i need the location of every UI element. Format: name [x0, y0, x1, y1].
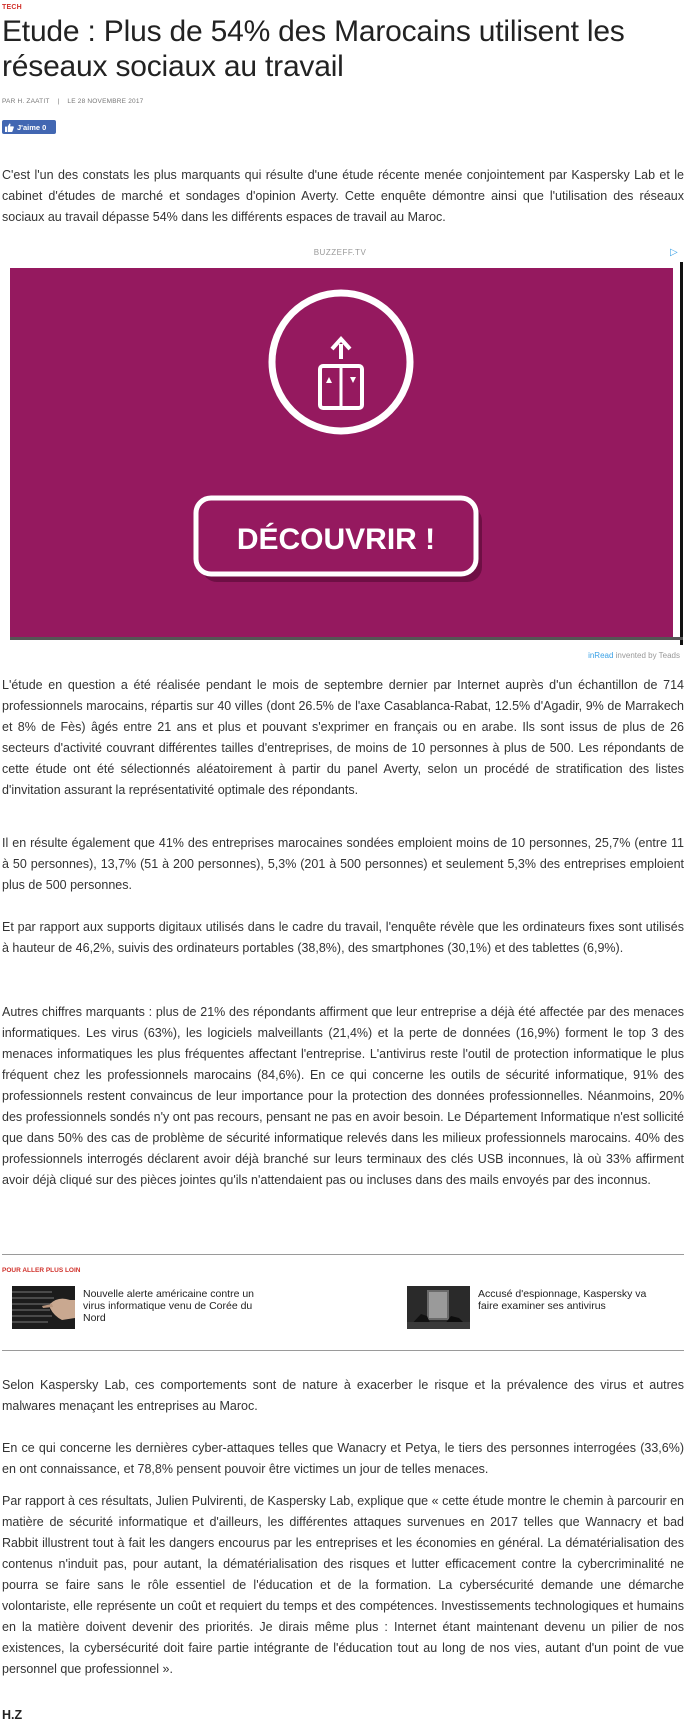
paragraph-1: C'est l'un des constats les plus marquants qui résulte d'une étude récente menée conjointement par Kaspersky Lab et le cabinet d'études de marché et sondages d'opinion Averty. Cette enquête démontre ainsi que l'utilisation des réseaux sociaux au travail dépasse 54% dans les différents espaces de travail au Maroc.	[2, 168, 684, 224]
paragraph-7: En ce qui concerne les dernières cyber-attaques telles que Wanacry et Petya, le tiers des personnes interrogées (33,6%) en ont connaissance, et 78,8% pensent pouvoir être victimes un jour de telles menaces.	[2, 1441, 684, 1476]
paragraph-2: L'étude en question a été réalisée pendant le mois de septembre dernier par Internet auprès d'un échantillon de 714 professionnels marocains, répartis sur 40 villes (dont 26.5% de l'axe Casablanca-Rabat, 12.5% d'Agadir, 9% de Marrakech et 8% de Fès) âgés entre 21 ans et plus et pouvant s'exprimer en français ou en arabe. Ils sont issus de plus de 26 secteurs d'activité couvrant différentes tailles d'entreprises, de moins de 10 personnes à plus de 500. Les répondants de cette étude ont été sélectionnés aléatoirement à partir du panel Averty, selon un procédé de stratification des listes d'invitation assurant la représentativité optimale des répondants.	[2, 678, 684, 797]
paragraph-5: Autres chiffres marquants : plus de 21% des répondants affirment que leur entreprise a déjà été affectée par des menaces informatiques. Les virus (63%), les logiciels malveillants (21,4%) et la perte de données (16,9%) forment le top 3 des menaces informatiques les plus fréquentes affectant l'entreprise. L'antivirus reste l'outil de protection informatique le plus fréquent chez les professionnels marocains (84,6%). En ce qui concerne les outils de sécurité informatique, 91% des professionnels restent convaincus de leur importance pour la protection des données professionnelles. Néanmoins, 20% des professionnels sondés n'y ont pas recours, pensant ne pas en avoir besoin. Le Département Informatique n'est sollicité que dans 50% des cas de problème de sécurité informatique relevés dans les milieux professionnels marocains. 40% des professionnels interrogés déclarent avoir déjà branché sur leurs terminaux des clés USB inconnues, là où 33% affirment avoir déjà cliqué sur des pièces jointes qu'ils n'attendaient pas ou incluses dans des mails envoyés par des inconnus.	[2, 1005, 684, 1187]
paragraph-8: Par rapport à ces résultats, Julien Pulvirenti, de Kaspersky Lab, explique que « cette étude montre le chemin à parcourir en matière de sécurité informatique et d'ailleurs, les différentes attaques survenues en 2017 telles que Wannacry et bad Rabbit illustrent tout à fait les dangers encourus par les entreprises et les économies en général. La dématérialisation des contenus n'induit pas, pour autant, la dématérialisation des risques et lutter efficacement contre la cybercriminalité ne pourra se faire sans le rôle essentiel de l'éducation et de la formation. La cybersécurité demande une démarche volontariste, elle représente un coût et requiert du temps et des compétences. Investissements technologiques et humains en la matière doivent devenir des priorités. Je dirais même plus : Internet étant maintenant devenu un pilier de nos existences, la cybersécurité doit faire partie intégrante de l'éducation tout au long de nos vies, autant d'un point de vue personnel que professionnel ».	[2, 1494, 684, 1676]
divider-top	[2, 1254, 684, 1255]
ad-credit	[0, 651, 680, 660]
related-link-1[interactable]: Nouvelle alerte américaine contre un virus informatique venu de Corée du Nord	[83, 1288, 255, 1324]
author-initials: H.Z	[2, 1708, 23, 1722]
related-thumbnail-1[interactable]	[12, 1286, 75, 1329]
paragraph-6: Selon Kaspersky Lab, ces comportements sont de nature à exacerber le risque et la prévalence des virus et autres malwares menaçant les entreprises au Maroc.	[2, 1378, 684, 1413]
adchoices-icon[interactable]: ▷	[670, 247, 678, 258]
related-link-2[interactable]: Accusé d'espionnage, Kaspersky va faire examiner ses antivirus	[478, 1288, 647, 1312]
related-section-label: POUR ALLER PLUS LOIN	[2, 1267, 81, 1274]
paragraph-4: Et par rapport aux supports digitaux utilisés dans le cadre du travail, l'enquête révèle que les ordinateurs fixes sont utilisés à hauteur de 46,2%, suivis des ordinateurs portables (38,8%), des smartphones (30,1%) et des tablettes (6,9%).	[2, 920, 684, 955]
publish-date: LE 28 NOVEMBRE 2017	[67, 98, 144, 105]
ad-frame-edge-bottom	[10, 637, 683, 640]
ad-credit-suffix: invented by Teads	[613, 651, 680, 660]
ad-frame-edge	[680, 262, 683, 645]
author[interactable]: PAR H. ZAATIT	[2, 98, 50, 105]
thumbs-up-icon	[5, 123, 14, 132]
byline-separator: |	[57, 98, 60, 105]
elevator-icon	[272, 293, 410, 431]
ad-source-label: BUZZEFF.TV	[313, 248, 367, 257]
divider-bottom	[2, 1350, 684, 1351]
like-count-label: J'aime 0	[17, 122, 47, 132]
byline	[2, 98, 143, 105]
paragraph-3: Il en résulte également que 41% des entreprises marocaines sondées emploient moins de 10 personnes, 25,7% (entre 11 à 50 personnes), 13,7% (51 à 200 personnes), 5,3% (201 à 500 personnes) et seulement 5,3% des entreprises emploient plus de 500 personnes.	[2, 836, 684, 892]
article-title: Etude : Plus de 54% des Marocains utilisent les réseaux sociaux au travail	[2, 15, 625, 83]
discover-button-label: DÉCOUVRIR !	[236, 523, 436, 556]
video-ad[interactable]	[10, 268, 673, 637]
related-thumbnail-2[interactable]	[407, 1286, 470, 1329]
category-label[interactable]: TECH	[2, 4, 22, 11]
inread-link[interactable]: inRead	[588, 651, 614, 660]
facebook-like-button[interactable]	[2, 120, 56, 134]
ad-artwork	[10, 268, 673, 637]
